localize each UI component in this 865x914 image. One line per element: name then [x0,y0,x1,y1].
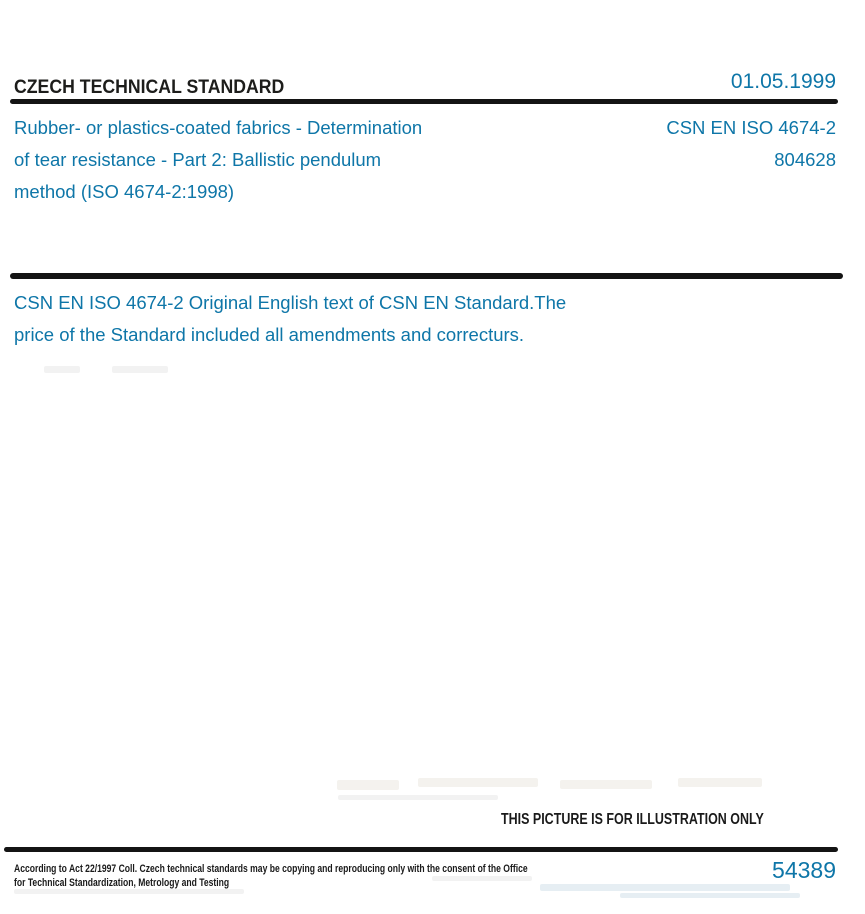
ghost-text-artifact [418,778,538,787]
standard-title-line-1: Rubber- or plastics-coated fabrics - Determination [14,117,423,138]
description-line-2: price of the Standard included all amendments and correcturs. [14,324,525,345]
ghost-text-artifact [560,780,652,789]
ghost-text-artifact [44,366,80,373]
issue-date: 01.05.1999 [730,70,836,93]
illustration-only-note: THIS PICTURE IS FOR ILLUSTRATION ONLY [501,811,764,828]
standard-designation: CSN EN ISO 4674-2 [666,117,836,138]
standard-class-code: 804628 [774,149,836,170]
standard-title-line-3: method (ISO 4674-2:1998) [14,181,235,202]
ghost-text-artifact [112,366,168,373]
standard-description [14,287,694,351]
ghost-text-artifact [338,795,498,800]
footer-divider-rule [4,847,838,852]
copyright-notice [14,862,528,890]
standard-references [666,112,836,176]
copyright-notice-line-1: According to Act 22/1997 Coll. Czech technical standards may be copying and reproducing only with the consent of the Office [14,863,528,875]
header-divider-rule [10,99,838,104]
ghost-text-artifact [540,884,790,891]
section-divider-rule [10,273,843,279]
copyright-notice-line-2: for Technical Standardization, Metrology and Testing [14,877,230,889]
page-title: CZECH TECHNICAL STANDARD [14,77,285,98]
standard-title-line-2: of tear resistance - Part 2: Ballistic pendulum [14,149,382,170]
ghost-text-artifact [337,780,399,790]
standard-title [14,112,534,208]
ghost-text-artifact [678,778,762,787]
ghost-text-artifact [620,893,800,898]
catalog-number: 54389 [772,857,836,883]
description-line-1: CSN EN ISO 4674-2 Original English text of CSN EN Standard.The [14,292,567,313]
